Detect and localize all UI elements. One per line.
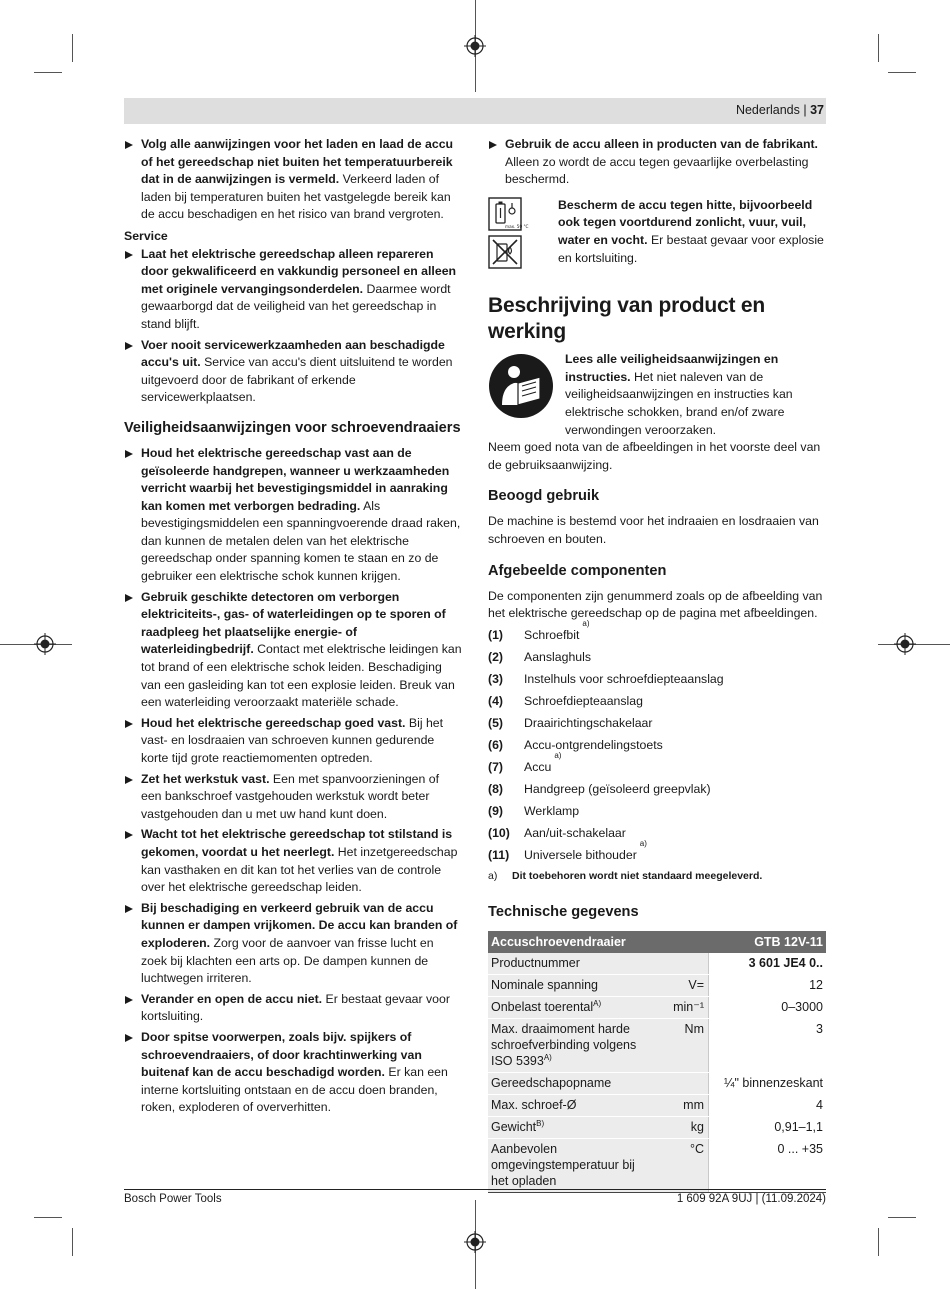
component-number: (2) <box>488 649 504 664</box>
bullet-bold: Voer nooit servicewerkzaamheden aan beschadigde accu's uit. <box>141 337 445 370</box>
right-column <box>488 136 826 1193</box>
table-row <box>488 1117 826 1139</box>
battery-temperature-icon <box>488 197 529 231</box>
spec-cell <box>488 997 656 1019</box>
list-item <box>488 690 826 712</box>
icon-caption: max. 50 °C <box>505 223 529 229</box>
component-label: Accu <box>524 759 552 774</box>
safety-bullet <box>124 900 462 988</box>
spec-label: Gereedschapopname <box>491 1076 612 1091</box>
component-number: (11) <box>488 847 510 862</box>
component-footnote-marker: a) <box>582 618 590 628</box>
page-number: 37 <box>810 103 824 117</box>
safety-bullet <box>124 1029 462 1117</box>
spec-value: 12 <box>709 975 827 997</box>
table-header-model: GTB 12V-11 <box>709 931 827 953</box>
component-label: Aanslaghuls <box>524 649 591 664</box>
spec-unit: Nm <box>656 1019 709 1073</box>
safety-bullet <box>124 771 462 824</box>
crop-mark <box>888 72 916 73</box>
component-label: Handgreep (geïsoleerd greepvlak) <box>524 781 711 796</box>
footnote-text: Dit toebehoren wordt niet standaard meegeleverd. <box>512 869 763 882</box>
bullet-text: Service van accu's dient uitsluitend te worden uitgevoerd door de fabrikant of erkende servicewerkplaatsen. <box>141 355 453 405</box>
spec-cell <box>488 953 656 975</box>
left-column <box>124 136 462 1120</box>
bullet-bold: Volg alle aanwijzingen voor het laden en laad de accu of het gereedschap niet buiten het temperatuurbereik dat in de aanwijzingen is vermeld. <box>141 137 454 187</box>
list-item <box>488 778 826 800</box>
spec-label: Onbelast toerental <box>491 1000 594 1015</box>
bullet-text: Bij het vast- en losdraaien van schroeven kunnen gedurende korte tijd grote reactiemomenten optreden. <box>141 715 444 765</box>
spec-unit <box>656 953 709 975</box>
tech-table <box>488 931 826 1193</box>
spec-cell <box>488 1117 656 1139</box>
note-text: Neem goed nota van de afbeeldingen in het voorste deel van de gebruiksaanwijzing. <box>488 440 821 472</box>
table-header-label: Accuschroevendraaier <box>488 931 709 953</box>
header-language: Nederlands <box>735 103 800 117</box>
component-label: Schroefdiepteaanslag <box>524 693 643 708</box>
components-list <box>488 618 826 866</box>
spec-value: ¼" binnenzeskant <box>709 1073 827 1095</box>
spec-value: 3 601 JE4 0.. <box>709 953 827 975</box>
instructions-text: Het niet naleven van de veiligheidsaanwijzingen en instructies kan elektrische schokken, brand en/of zware verwondingen veroorzaken. <box>565 369 793 437</box>
component-label: Schroefbit <box>524 627 580 642</box>
component-number: (4) <box>488 693 504 708</box>
crop-mark <box>34 72 62 73</box>
spec-unit: mm <box>656 1095 709 1117</box>
bullet-bold: Laat het elektrische gereedschap alleen repareren door gekwalificeerd en vakkundig personeel en alleen met originele vervangingsonderdelen. <box>141 246 457 296</box>
tech-heading: Technische gegevens <box>488 904 639 921</box>
component-number: (3) <box>488 671 504 686</box>
spec-value: 0,91–1,1 <box>709 1117 827 1139</box>
no-water-fire-icon <box>488 235 522 269</box>
safety-bullet <box>124 246 462 334</box>
table-row <box>488 1095 826 1117</box>
bullet-bold: Door spitse voorwerpen, zoals bijv. spijkers of schroevendraaiers, of door krachtinwerking van buitenaf kan de accu beschadigd worden. <box>141 1029 422 1080</box>
list-item <box>488 750 826 778</box>
section-heading: Veiligheidsaanwijzingen voor schroevendraaiers <box>124 419 461 436</box>
component-footnote-marker: a) <box>639 838 647 848</box>
spec-value: 3 <box>709 1019 827 1073</box>
crop-mark <box>34 1217 62 1218</box>
component-number: (7) <box>488 759 504 774</box>
spec-label: Gewicht <box>491 1120 537 1135</box>
component-number: (8) <box>488 781 504 796</box>
spec-cell <box>488 1095 656 1117</box>
footer-brand: Bosch Power Tools <box>124 1193 222 1205</box>
list-item <box>488 822 826 844</box>
spec-label: Productnummer <box>491 956 580 971</box>
component-label: Draairichtingschakelaar <box>524 715 653 730</box>
components-heading: Afgebeelde componenten <box>488 562 667 579</box>
spec-label: Aanbevolen omgevingstemperatuur bij het opladen <box>491 1142 635 1189</box>
list-item <box>488 800 826 822</box>
bullet-text: Alleen zo wordt de accu tegen gevaarlijke overbelasting beschermd. <box>505 154 809 187</box>
spec-value: 0 ... +35 <box>709 1139 827 1193</box>
page-header-bar <box>124 98 826 124</box>
component-number: (9) <box>488 803 504 818</box>
table-row <box>488 1019 826 1073</box>
bullet-text: Verkeerd laden of laden bij temperaturen buiten het vastgelegde bereik kan de accu beschadigen en het risico van brand vergroten. <box>141 172 451 222</box>
warning-bold: Bescherm de accu tegen hitte, bijvoorbeeld ook tegen voortdurend zonlicht, vuur, vuil, water en vocht. <box>558 197 813 247</box>
tech-table-body <box>488 953 826 1193</box>
list-item <box>488 668 826 690</box>
safety-bullet <box>124 715 462 768</box>
footnote <box>488 868 826 886</box>
component-footnote-marker: a) <box>554 750 562 760</box>
crop-mark <box>72 1228 73 1256</box>
footnote-key: a) <box>488 869 498 882</box>
bullet-text: Contact met elektrische leidingen kan tot brand of een elektrische schok leiden. Beschadiging van een gasleiding kan tot een explosie leiden. Breuk van een waterleiding veroorzaakt materiële schade. <box>141 642 462 710</box>
spec-value: 0–3000 <box>709 997 827 1019</box>
table-row <box>488 1073 826 1095</box>
header-separator: | <box>803 103 807 117</box>
table-row <box>488 997 826 1019</box>
spec-footnote-marker: A) <box>593 999 602 1009</box>
registration-mark-icon <box>464 35 486 57</box>
bullet-bold: Gebruik de accu alleen in producten van de fabrikant. <box>505 137 818 151</box>
spec-footnote-marker: B) <box>536 1119 545 1129</box>
table-header-row <box>488 931 826 953</box>
crop-mark <box>888 1217 916 1218</box>
component-label: Accu-ontgrendelingstoets <box>524 737 663 752</box>
safety-bullet <box>124 589 462 712</box>
bullet-bold: Bij beschadiging en verkeerd gebruik van de accu kunnen er dampen vrijkomen. De accu kan branden of exploderen. <box>141 900 458 950</box>
spec-unit: °C <box>656 1139 709 1193</box>
safety-bullet <box>124 826 462 896</box>
component-number: (6) <box>488 737 504 752</box>
bullet-text: Het inzetgereedschap kan vasthaken en dit kan tot het verlies van de controle over het elektrische gereedschap leiden. <box>141 844 458 895</box>
spec-label: Max. draaimoment harde schroefverbinding volgens ISO 5393 <box>491 1022 637 1069</box>
list-item <box>488 838 826 866</box>
warning-text: Er bestaat gevaar voor explosie en kortsluiting. <box>558 232 824 265</box>
read-instructions <box>488 351 826 439</box>
component-number: (5) <box>488 715 504 730</box>
safety-bullet <box>124 991 462 1026</box>
registration-mark-icon <box>34 633 56 655</box>
page-header <box>736 102 824 120</box>
list-item <box>488 618 826 646</box>
spec-label: Nominale spanning <box>491 978 599 993</box>
heat-warning <box>488 197 826 267</box>
safety-bullet <box>124 445 462 586</box>
crop-mark <box>878 1228 879 1256</box>
list-item <box>488 646 826 668</box>
intended-use-heading: Beoogd gebruik <box>488 488 600 505</box>
component-label: Werklamp <box>524 803 580 818</box>
spec-cell <box>488 1073 656 1095</box>
bullet-bold: Zet het werkstuk vast. <box>141 771 270 786</box>
bullet-bold: Houd het elektrische gereedschap vast aan de geïsoleerde handgrepen, wanneer u werkzaamheden verricht waarbij het bevestigingsmiddel in aanraking kan komen met verborgen bedrading. <box>141 445 450 513</box>
registration-mark-icon <box>464 1231 486 1253</box>
list-item <box>488 734 826 756</box>
crop-mark <box>72 34 73 62</box>
spec-unit: V= <box>656 975 709 997</box>
bullet-text: Als bevestigingsmiddelen een spanningvoerende draad raken, dan kunnen de metalen delen van het elektrische gereedschap onder spanning komen te staan en zo de gebruiker een elektrische schok kunnen krijgen. <box>141 498 461 584</box>
spec-unit: kg <box>656 1117 709 1139</box>
component-label: Instelhuls voor schroefdiepteaanslag <box>524 671 724 686</box>
bullet-text: Zorg voor de aanvoer van frisse lucht en zoek bij klachten een arts op. De dampen kunnen de luchtwegen irriteren. <box>141 935 434 986</box>
bullet-text: Er bestaat gevaar voor kortsluiting. <box>141 991 450 1024</box>
spec-cell <box>488 1019 656 1073</box>
footer-doc-id: 1 609 92A 9UJ | (11.09.2024) <box>676 1193 826 1205</box>
bullet-bold: Wacht tot het elektrische gereedschap tot stilstand is gekomen, voordat u het neerlegt. <box>141 827 453 859</box>
spec-unit: min⁻¹ <box>656 997 709 1019</box>
component-label: Universele bithouder <box>524 847 637 862</box>
bullet-text: Daarmee wordt gewaarborgd dat de veiligheid van het gereedschap in stand blijft. <box>141 281 451 331</box>
table-row <box>488 975 826 997</box>
component-number: (1) <box>488 627 504 642</box>
bullet-text: Een met spanvoorzieningen of een bankschroef vastgehouden werkstuk wordt beter vastgehouden dan u met uw hand kunt doen. <box>141 771 440 821</box>
table-row <box>488 1139 826 1193</box>
registration-mark-icon <box>894 633 916 655</box>
instructions-bold: Lees alle veiligheidsaanwijzingen en instructies. <box>565 352 779 384</box>
components-intro: De componenten zijn genummerd zoals op de afbeelding van het elektrische gereedschap op de pagina met afbeeldingen. <box>488 588 823 621</box>
component-label: Aan/uit-schakelaar <box>524 825 626 840</box>
footer-rule <box>124 1189 826 1190</box>
spec-cell <box>488 975 656 997</box>
spec-label: Max. schroef-Ø <box>491 1098 577 1113</box>
bullet-bold: Houd het elektrische gereedschap goed vast. <box>141 715 406 730</box>
bullet-text: Er kan een interne kortsluiting ontstaan en de accu doen branden, roken, exploderen of oververhitten. <box>141 1065 448 1115</box>
safety-bullet <box>124 337 462 407</box>
spec-footnote-marker: A) <box>543 1053 552 1063</box>
spec-unit <box>656 1073 709 1095</box>
read-manual-icon <box>488 353 554 419</box>
bullet-bold: Verander en open de accu niet. <box>141 991 323 1006</box>
intended-use-text: De machine is bestemd voor het indraaien en losdraaien van schroeven en bouten. <box>488 514 819 546</box>
component-number: (10) <box>488 825 510 840</box>
crop-mark <box>878 34 879 62</box>
safety-bullet <box>124 136 462 224</box>
bullet-bold: Gebruik geschikte detectoren om verborgen elektriciteits-, gas- of waterleidingen op te sporen of raadpleeg het plaatselijke energie- of waterleidingbedrijf. <box>141 589 446 657</box>
section-title: Beschrijving van product en werking <box>488 294 765 344</box>
table-row <box>488 953 826 975</box>
spec-value: 4 <box>709 1095 827 1117</box>
list-item <box>488 712 826 734</box>
service-heading: Service <box>124 228 168 243</box>
safety-bullet <box>488 136 826 189</box>
spec-cell <box>488 1139 656 1193</box>
